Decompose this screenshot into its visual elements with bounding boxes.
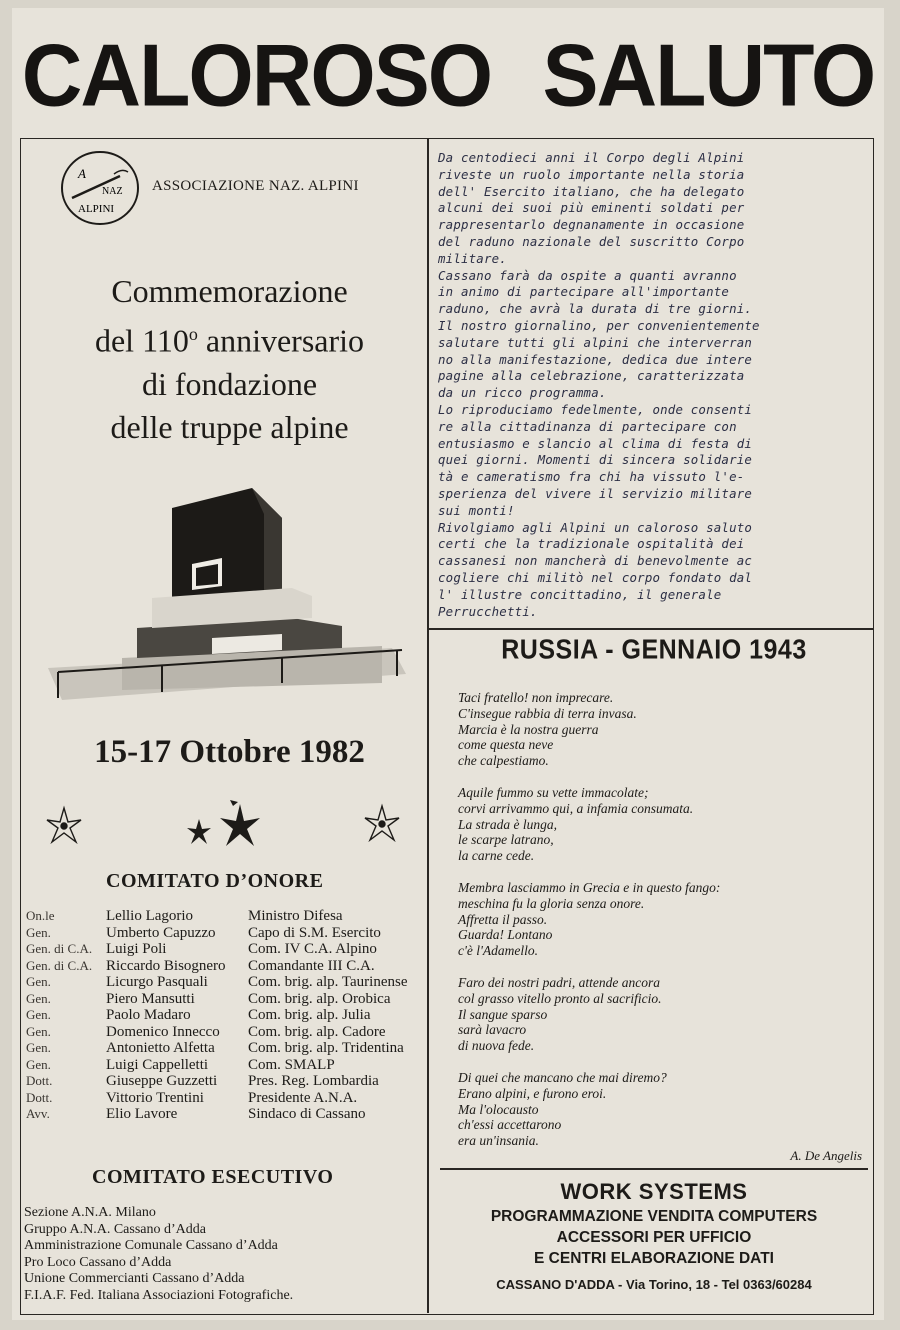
poem-stanza bbox=[458, 785, 720, 864]
advertisement bbox=[440, 1178, 868, 1295]
poem-line: Taci fratello! non imprecare. bbox=[458, 690, 614, 705]
table-row: Gen. Antonietto Alfetta Com. brig. alp. Tridentina bbox=[26, 1040, 404, 1056]
poem-line: Marcia è la nostra guerra bbox=[458, 721, 599, 737]
table-row: On.le Lellio Lagorio Ministro Difesa bbox=[26, 908, 343, 924]
letter-line: Cassano farà da ospite a quanti avranno bbox=[438, 267, 737, 283]
ad-address: CASSANO D'ADDA - Via Torino, 18 - Tel 0363/60284 bbox=[496, 1277, 812, 1292]
letter-line: cassanesi non mancherà di benevolmente ac bbox=[438, 553, 753, 569]
letter-line: dell' Esercito italiano, che ha delegato bbox=[438, 183, 745, 199]
letter-line: salutare tutti gli alpini che interverran bbox=[438, 334, 753, 350]
poem-author: A. De Angelis bbox=[790, 1148, 862, 1163]
poem-stanza bbox=[458, 880, 720, 959]
poem-line: C'insegue rabbia di terra invasa. bbox=[458, 705, 637, 721]
poem-line: Erano alpini, e furono eroi. bbox=[458, 1085, 607, 1101]
honor-committee-title: COMITATO D’ONORE bbox=[106, 870, 324, 892]
table-row: Gen. Umberto Capuzzo Capo di S.M. Esercito bbox=[26, 924, 381, 941]
commemoration-line: delle truppe alpine bbox=[110, 408, 349, 445]
letter-line: quei giorni. Momenti di sincera solidarie bbox=[438, 452, 753, 468]
letter-line: sui monti! bbox=[438, 502, 515, 518]
list-item: Amministrazione Comunale Cassano d’Adda bbox=[24, 1238, 278, 1253]
letter-line: sperienza del vivere il servizio militare bbox=[438, 485, 753, 501]
poem-line: Aquile fummo su vette immacolate; bbox=[458, 784, 649, 800]
war-memorial-photo bbox=[42, 478, 412, 708]
list-item: Pro Loco Cassano d’Adda bbox=[24, 1254, 172, 1270]
letter-line: alcuni dei suoi più eminenti soldati per bbox=[438, 200, 745, 216]
poem-line: corvi arrivammo qui, a infamia consumata. bbox=[458, 800, 694, 816]
list-item: F.I.A.F. Fed. Italiana Associazioni Fotografiche. bbox=[24, 1287, 294, 1303]
letter-line: l' illustre concittadino, il generale bbox=[438, 586, 722, 602]
edelweiss-icon bbox=[220, 800, 260, 846]
logo-letter-a: A bbox=[78, 166, 86, 181]
poem-title: RUSSIA - GENNAIO 1943 bbox=[501, 634, 807, 666]
poem bbox=[458, 690, 720, 1165]
letter-line: in animo di partecipare all'importante bbox=[438, 284, 730, 300]
table-row: Gen. Luigi Cappelletti Com. SMALP bbox=[26, 1056, 335, 1073]
page-headline: CALOROSO SALUTO bbox=[21, 25, 875, 125]
greeting-letter bbox=[438, 150, 868, 620]
ad-company-name: WORK SYSTEMS bbox=[560, 1179, 748, 1204]
table-row: Avv. Elio Lavore Sindaco di Cassano bbox=[26, 1106, 366, 1122]
letter-line: riveste un ruolo importante nella storia bbox=[438, 166, 745, 182]
ad-line: ACCESSORI PER UFFICIO bbox=[556, 1229, 752, 1246]
letter-line: no alla manifestazione, dedica due intere bbox=[438, 351, 753, 367]
letter-line: re alla cittadinanza di partecipare con bbox=[438, 418, 737, 434]
commemoration-line: Commemorazione bbox=[111, 273, 348, 309]
poem-stanza bbox=[458, 1070, 720, 1149]
poem-stanza bbox=[458, 690, 720, 769]
poem-stanza bbox=[458, 975, 720, 1054]
poem-line: col grasso vitello pronto al sacrificio. bbox=[458, 990, 662, 1006]
edelweiss-icon bbox=[47, 808, 81, 842]
poem-line: Faro dei nostri padri, attende ancora bbox=[458, 974, 660, 990]
commemoration-line: del 110$^o$ anniversario bbox=[94, 322, 365, 359]
poem-line: Di quei che mancano che mai diremo? bbox=[458, 1069, 667, 1085]
table-row: Gen. Piero Mansutti Com. brig. alp. Orobica bbox=[26, 990, 391, 1007]
association-name: ASSOCIAZIONE NAZ. ALPINI bbox=[152, 178, 359, 194]
letter-line: Da centodieci anni il Corpo degli Alpini bbox=[438, 150, 745, 165]
poem-line: come questa neve bbox=[458, 737, 554, 753]
poem-line: Ma l'olocausto bbox=[458, 1101, 539, 1117]
executive-committee-list bbox=[24, 1205, 293, 1304]
letter-line: pagine alla celebrazione, caratterizzata bbox=[438, 368, 745, 384]
list-item: Sezione A.N.A. Milano bbox=[24, 1205, 156, 1220]
honor-committee-table bbox=[26, 908, 438, 1123]
commemoration-block bbox=[32, 270, 427, 449]
poem-line: di nuova fede. bbox=[458, 1038, 535, 1054]
edelweiss-icon bbox=[187, 819, 211, 844]
table-row: Gen. Licurgo Pasquali Com. brig. alp. Taurinense bbox=[26, 974, 408, 990]
list-item: Unione Commercianti Cassano d’Adda bbox=[24, 1271, 245, 1286]
letter-line: Il nostro giornalino, per convenientemente bbox=[438, 317, 760, 333]
executive-committee-title: COMITATO ESECUTIVO bbox=[92, 1166, 334, 1188]
poem-line: ch'essi accettarono bbox=[458, 1117, 562, 1133]
table-row: Dott. Giuseppe Guzzetti Pres. Reg. Lombardia bbox=[26, 1073, 379, 1089]
edelweiss-decoration bbox=[42, 798, 422, 858]
event-dates: 15-17 Ottobre 1982 bbox=[94, 734, 365, 770]
letter-line: entusiasmo e slancio al clima di festa di bbox=[438, 435, 753, 451]
poem-line: La strada è lunga, bbox=[458, 816, 558, 832]
poem-line: meschina fu la gloria senza onore. bbox=[458, 895, 645, 911]
poem-line: Membra lasciammo in Grecia e in questo fango: bbox=[458, 879, 721, 895]
newspaper-page bbox=[12, 8, 884, 1320]
list-item: Gruppo A.N.A. Cassano d’Adda bbox=[24, 1221, 206, 1237]
ad-line: PROGRAMMAZIONE VENDITA COMPUTERS bbox=[490, 1208, 818, 1225]
edelweiss-icon bbox=[365, 806, 399, 840]
poem-line: le scarpe latrano, bbox=[458, 832, 554, 848]
table-row: Gen. di C.A. Luigi Poli Com. IV C.A. Alpino bbox=[26, 941, 377, 957]
logo-text-naz: NAZ bbox=[102, 186, 123, 197]
commemoration-line: di fondazione bbox=[141, 365, 318, 402]
letter-line: tà e cameratismo fra chi ha vissuto l'e- bbox=[438, 469, 745, 485]
poem-line: che calpestiamo. bbox=[458, 753, 549, 769]
poem-line: la carne cede. bbox=[458, 848, 535, 864]
poem-line: c'è l'Adamello. bbox=[458, 943, 538, 959]
poem-line: Guarda! Lontano bbox=[458, 927, 553, 943]
letter-line: da un ricco programma. bbox=[438, 385, 607, 401]
ana-logo-icon bbox=[58, 148, 142, 228]
poem-line: Il sangue sparso bbox=[458, 1006, 548, 1022]
table-row: Gen. di C.A. Riccardo Bisognero Comandante III C.A. bbox=[26, 957, 375, 974]
letter-line: raduno, che avrà la durata di tre giorni. bbox=[438, 301, 753, 317]
table-row: Gen. Paolo Madaro Com. brig. alp. Julia bbox=[26, 1007, 371, 1023]
ad-divider bbox=[440, 1168, 868, 1170]
table-row: Dott. Vittorio Trentini Presidente A.N.A. bbox=[26, 1089, 358, 1106]
table-row: Gen. Domenico Innecco Com. brig. alp. Cadore bbox=[26, 1023, 386, 1040]
letter-line: Rivolgiamo agli Alpini un caloroso saluto bbox=[438, 519, 753, 535]
letter-line: cogliere chi militò nel corpo fondato dal bbox=[438, 569, 753, 585]
letter-line: Perrucchetti. bbox=[438, 603, 538, 619]
letter-line: certi che la tradizionale ospitalità dei bbox=[438, 536, 745, 552]
logo-text-alpini: ALPINI bbox=[78, 203, 115, 215]
poem-line: sarà lavacro bbox=[458, 1022, 527, 1038]
column-divider bbox=[427, 138, 429, 1313]
poem-line: Affretta il passo. bbox=[458, 911, 548, 927]
section-divider bbox=[427, 628, 874, 630]
letter-line: Lo riproduciamo fedelmente, onde consenti bbox=[438, 401, 753, 417]
letter-line: rappresentarlo degnanamente in occasione bbox=[438, 217, 745, 233]
poem-line: era un'insania. bbox=[458, 1133, 539, 1149]
ad-line: E CENTRI ELABORAZIONE DATI bbox=[534, 1250, 774, 1267]
letter-line: del raduno nazionale del suscritto Corpo bbox=[438, 233, 745, 249]
letter-line: militare. bbox=[438, 250, 507, 266]
